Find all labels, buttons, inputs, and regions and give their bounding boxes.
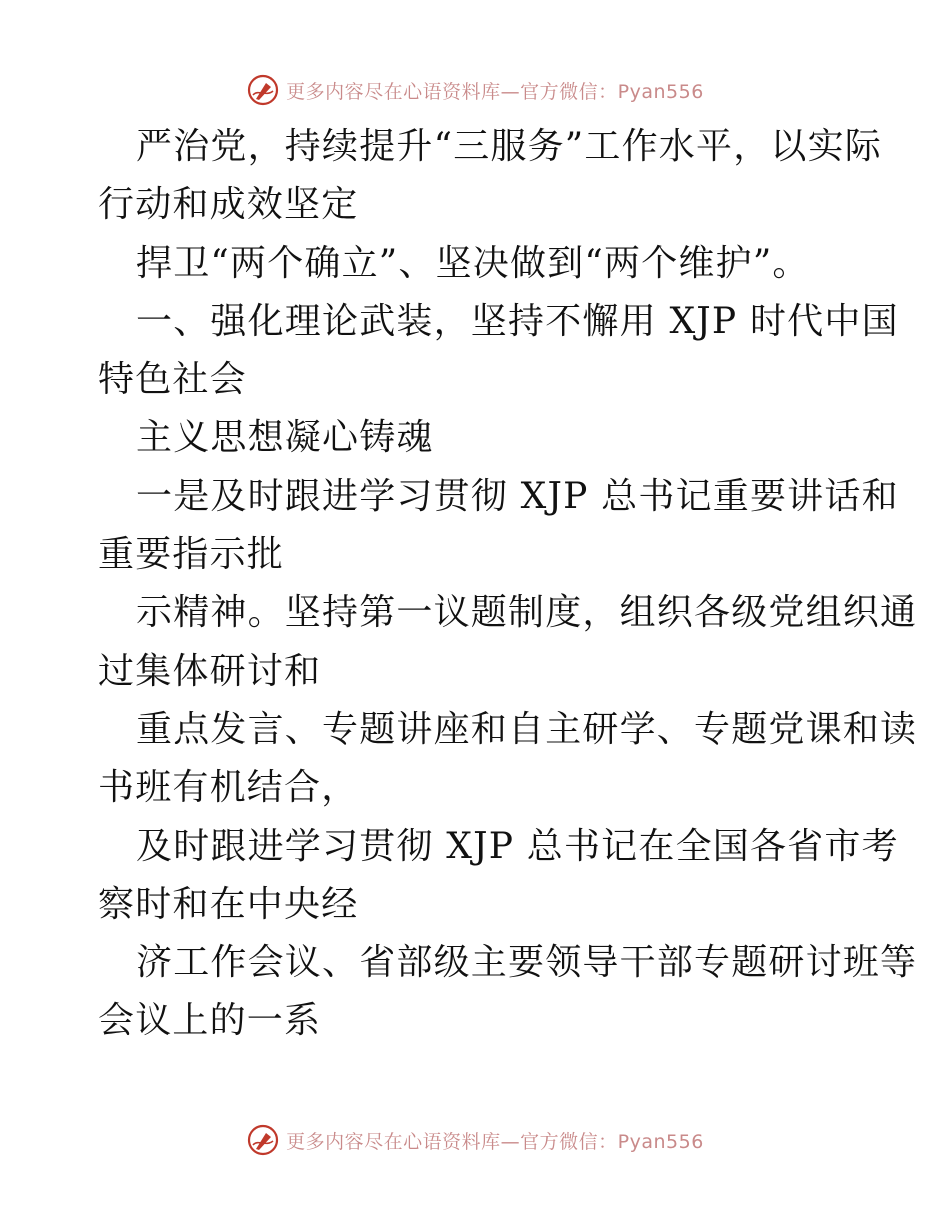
- text-line: 严治党，持续提升“三服务”工作水平，以实际: [136, 126, 883, 167]
- pen-nib-logo-icon: [246, 73, 280, 107]
- text-line: 书班有机结合，: [98, 767, 359, 809]
- text-line: 示精神。坚持第一议题制度，组织各级党组织通: [136, 592, 918, 634]
- text-line: 及时跟进学习贯彻 XJP 总书记在全国各省市考: [136, 825, 899, 867]
- text-line: 主义思想凝心铸魂: [136, 417, 434, 459]
- watermark-text: 更多内容尽在心语资料库—官方微信：Pyan556: [286, 80, 704, 103]
- text-line: 捍卫“两个确立”、坚决做到“两个维护”。: [136, 242, 810, 284]
- header-watermark: [0, 70, 950, 110]
- text-line: 重点发言、专题讲座和自主研学、专题党课和读: [136, 708, 918, 750]
- text-line: 济工作会议、省部级主要领导干部专题研讨班等: [136, 942, 918, 984]
- text-line: 重要指示批: [98, 534, 285, 576]
- text-line: 察时和在中央经: [98, 883, 359, 925]
- text-line: 特色社会: [98, 359, 247, 401]
- text-line: 一是及时跟进学习贯彻 XJP 总书记重要讲话和: [136, 475, 899, 517]
- text-line: 会议上的一系: [98, 1000, 322, 1042]
- document-body: [98, 118, 918, 1051]
- text-line: 一、强化理论武装，坚持不懈用 XJP 时代中国: [136, 300, 899, 342]
- text-line: 过集体研讨和: [98, 650, 322, 692]
- pen-nib-logo-icon: [246, 1123, 280, 1157]
- footer-watermark: [0, 1120, 950, 1160]
- watermark-text: 更多内容尽在心语资料库—官方微信：Pyan556: [286, 1130, 704, 1153]
- text-line: 行动和成效坚定: [98, 184, 359, 226]
